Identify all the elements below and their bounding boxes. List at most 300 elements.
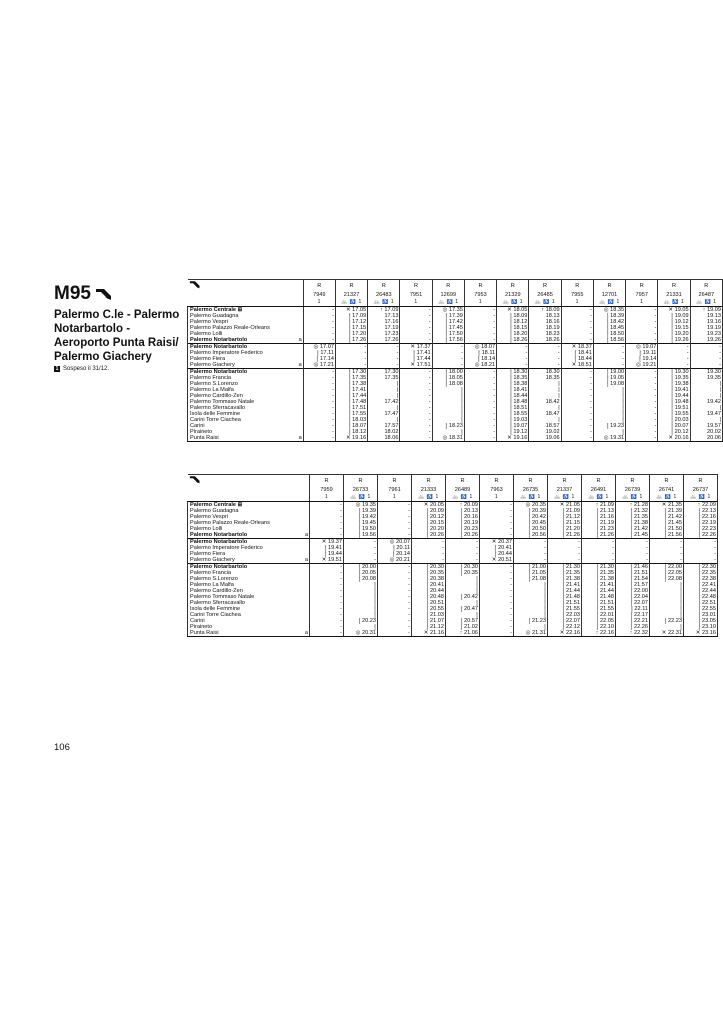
time-cell: - <box>303 381 335 387</box>
time-cell: ⸾ 22.26 <box>616 624 650 630</box>
time-cell: ⸾ 19.50 <box>344 526 378 532</box>
time-cell: ⸾ <box>432 411 464 417</box>
time-cell: ⸾ 22.03 <box>548 612 582 618</box>
time-cell: ⸾ 22.07 <box>616 600 650 606</box>
time-cell: ⸾ 22.17 <box>616 612 650 618</box>
time-cell: ⸾ 20.03 <box>658 417 690 423</box>
time-cell: ⸾ 20.39 <box>514 508 548 514</box>
time-cell: ⸾ 20.30 <box>446 564 480 571</box>
time-cell: - <box>582 539 616 546</box>
time-cell: ⸾ 21.32 <box>616 508 650 514</box>
time-cell: ⸾ 22.30 <box>684 564 718 571</box>
time-cell: | <box>690 417 722 423</box>
time-cell: ⸾ 18.14 <box>464 356 496 362</box>
station-label: Carini <box>190 618 205 624</box>
station-label: Palermo Notarbartolo <box>190 344 248 350</box>
time-cell: ◎ 20.07 <box>378 539 412 546</box>
train-cat: R <box>412 475 446 488</box>
time-cell: - <box>378 564 412 571</box>
time-cell: - <box>480 594 514 600</box>
time-cell: ⸾ 19.55 <box>658 411 690 417</box>
station-label: Palermo Francia <box>190 570 232 576</box>
train-num: 26483 <box>368 292 400 299</box>
train-icons: 🚲 ♿ 1 <box>658 299 690 307</box>
time-cell: - <box>514 551 548 557</box>
time-cell: - <box>303 375 335 381</box>
time-cell: ⸾ <box>344 624 378 630</box>
time-cell: ⸾ <box>514 582 548 588</box>
time-cell: ⸾ <box>344 588 378 594</box>
time-cell: ⸾ <box>514 594 548 600</box>
time-cell: - <box>378 606 412 612</box>
time-cell: ⸾ 18.15 <box>497 325 529 331</box>
time-cell: ⸾ 22.01 <box>582 612 616 618</box>
time-cell: ↑ 20.09 <box>446 502 480 509</box>
time-cell: ⸾ <box>593 429 625 435</box>
time-cell: ⸾ 19.51 <box>658 405 690 411</box>
time-cell: ◎ 18.21 <box>464 362 496 369</box>
time-cell: ⸾ <box>514 588 548 594</box>
time-cell: ⸾ 21.20 <box>548 526 582 532</box>
time-cell: - <box>658 344 690 351</box>
train-cat: R <box>690 280 722 293</box>
station-label: Palermo Sferracavallo <box>190 600 246 606</box>
time-cell: ⸾ 20.23 <box>446 526 480 532</box>
station-label: Palermo Cardillo-Zen <box>190 393 243 399</box>
time-cell: | <box>690 393 722 399</box>
time-cell: ↑ 21.28 <box>616 502 650 509</box>
time-cell: - <box>626 411 658 417</box>
time-cell: ⸾ 21.07 <box>412 618 446 624</box>
time-cell: ⸾ 18.09 <box>497 313 529 319</box>
time-cell: ⸾ 18.11 <box>464 350 496 356</box>
time-cell: ✕ 18.51 <box>561 362 593 369</box>
time-cell: - <box>464 381 496 387</box>
time-cell: ⸾ 18.38 <box>497 381 529 387</box>
time-cell: ⸾ 18.55 <box>497 411 529 417</box>
train-num: 7955 <box>561 292 593 299</box>
time-cell: | <box>529 393 561 399</box>
time-cell: - <box>561 387 593 393</box>
time-cell: - <box>626 393 658 399</box>
station-label: Piraineto <box>190 429 213 435</box>
time-cell: - <box>561 369 593 376</box>
time-cell: ⸾ 21.44 <box>548 588 582 594</box>
time-cell: - <box>561 337 593 344</box>
train-num: 26487 <box>690 292 722 299</box>
time-cell: ⸾ 21.15 <box>548 520 582 526</box>
time-cell: ⸾ 20.23 <box>344 618 378 624</box>
time-cell: - <box>690 356 722 362</box>
time-cell: ⸾ 22.00 <box>616 588 650 594</box>
time-cell: 19.13 <box>690 313 722 319</box>
time-cell: ⸾ 20.55 <box>412 606 446 612</box>
time-cell: - <box>464 405 496 411</box>
time-cell: - <box>303 331 335 337</box>
time-cell: ⸾ 22.51 <box>684 600 718 606</box>
train-header-cat <box>188 280 723 293</box>
time-cell: - <box>626 387 658 393</box>
time-cell: ⸾ 20.15 <box>412 520 446 526</box>
train-cat: R <box>582 475 616 488</box>
station-label: Palermo Giachery <box>190 557 235 563</box>
time-cell: ⸾ 17.44 <box>335 393 367 399</box>
time-cell: - <box>529 362 561 369</box>
time-cell: - <box>446 539 480 546</box>
time-cell: ⸾ 20.35 <box>446 570 480 576</box>
time-cell: ⸾ 21.39 <box>650 508 684 514</box>
time-cell: - <box>378 612 412 618</box>
train-direction-icon <box>95 287 113 301</box>
time-cell: ⸾ 17.39 <box>432 313 464 319</box>
time-cell: | <box>368 417 400 423</box>
time-cell: ⸾ <box>432 399 464 405</box>
train-cat: R <box>378 475 412 488</box>
time-cell: ⸾ <box>650 606 684 612</box>
table-row <box>188 630 718 637</box>
train-num: 7949 <box>303 292 335 299</box>
time-cell: - <box>514 545 548 551</box>
time-cell: - <box>658 350 690 356</box>
time-cell: - <box>616 557 650 564</box>
time-cell: - <box>412 557 446 564</box>
station-label: Palermo Cardillo-Zen <box>190 588 243 594</box>
train-cat: R <box>303 280 335 293</box>
time-cell: - <box>344 551 378 557</box>
time-cell: ⸾ <box>432 393 464 399</box>
time-cell: ⸾ 19.41 <box>310 545 344 551</box>
time-cell: ⸾ 20.26 <box>446 532 480 539</box>
time-cell: ⸾ 21.51 <box>548 600 582 606</box>
time-cell: - <box>378 570 412 576</box>
time-cell: ⸾ 19.26 <box>658 337 690 344</box>
time-cell: - <box>650 551 684 557</box>
train-num: 26735 <box>514 487 548 494</box>
train-cat: R <box>400 280 432 293</box>
header-spacer <box>188 299 304 307</box>
time-cell: - <box>561 417 593 423</box>
station-label: Palermo Palazzo Reale-Orleans <box>190 520 270 526</box>
time-cell: 17.30 <box>368 369 400 376</box>
time-cell: - <box>400 411 432 417</box>
train-cat: R <box>497 280 529 293</box>
time-cell: ◎ 18.35 <box>593 307 625 314</box>
time-cell: ⸾ 20.12 <box>658 429 690 435</box>
time-cell: - <box>400 331 432 337</box>
timetable-1 <box>187 279 723 442</box>
time-cell: ⸾ 21.46 <box>616 564 650 571</box>
time-cell: ⸾ 17.44 <box>400 356 432 362</box>
time-cell: ⸾ <box>650 582 684 588</box>
time-cell: ⸾ 22.38 <box>684 576 718 582</box>
time-cell: - <box>626 307 658 314</box>
time-cell: ⸾ 20.38 <box>412 576 446 582</box>
time-cell: ⸾ <box>514 624 548 630</box>
time-cell: - <box>464 337 496 344</box>
time-cell: - <box>310 526 344 532</box>
time-cell: - <box>464 411 496 417</box>
time-cell: - <box>626 337 658 344</box>
time-cell: ⸾ <box>650 624 684 630</box>
time-cell: - <box>464 417 496 423</box>
time-cell: ⸾ 17.26 <box>335 337 367 344</box>
station-label: Palermo La Malfa <box>190 582 234 588</box>
time-cell: ◎ 19.35 <box>344 502 378 509</box>
time-cell: ⸾ 21.42 <box>616 526 650 532</box>
time-cell: ⸾ 22.55 <box>684 606 718 612</box>
time-cell: | <box>529 387 561 393</box>
time-cell: - <box>378 600 412 606</box>
train-header-icons <box>188 494 718 502</box>
time-cell: - <box>480 502 514 509</box>
time-cell: - <box>497 362 529 369</box>
time-cell: - <box>400 319 432 325</box>
time-cell: ✕ 22.16 <box>548 630 582 637</box>
station-name <box>188 435 304 442</box>
time-cell: ↑ 22.32 <box>616 630 650 637</box>
time-cell: 17.26 <box>368 337 400 344</box>
time-cell: - <box>561 435 593 442</box>
train-num: 26489 <box>446 487 480 494</box>
time-cell: ⸾ 19.41 <box>658 387 690 393</box>
time-cell: ⸾ 21.54 <box>616 576 650 582</box>
station-label: Palermo Notarbartolo <box>190 369 248 375</box>
time-cell: - <box>616 551 650 557</box>
time-cell: - <box>626 435 658 442</box>
time-cell: - <box>303 369 335 376</box>
time-cell: 19.06 <box>529 435 561 442</box>
time-cell: ⸾ 18.07 <box>335 423 367 429</box>
time-cell: ⸾ 17.38 <box>335 381 367 387</box>
time-cell: - <box>480 606 514 612</box>
table-row <box>188 435 723 442</box>
time-cell: - <box>378 594 412 600</box>
time-cell: - <box>480 576 514 582</box>
time-cell: - <box>303 393 335 399</box>
time-cell: ⸾ 19.42 <box>344 514 378 520</box>
time-cell: - <box>344 557 378 564</box>
time-cell: - <box>561 319 593 325</box>
time-cell: - <box>335 350 367 356</box>
time-cell: - <box>378 532 412 539</box>
time-cell: 18.23 <box>529 331 561 337</box>
route-header <box>54 283 186 372</box>
train-header-num <box>188 292 723 299</box>
time-cell: - <box>303 417 335 423</box>
time-cell: - <box>514 557 548 564</box>
time-cell: 20.02 <box>690 429 722 435</box>
time-cell: - <box>464 319 496 325</box>
time-cell: ⸾ 20.44 <box>480 551 514 557</box>
time-cell: - <box>335 344 367 351</box>
time-cell: - <box>658 362 690 369</box>
station-label: Palermo S.Lorenzo <box>190 381 238 387</box>
time-cell: ⸾ 21.41 <box>548 582 582 588</box>
time-cell: ⸾ 22.04 <box>616 594 650 600</box>
time-cell: - <box>626 399 658 405</box>
time-cell: ⸾ 19.44 <box>310 551 344 557</box>
time-cell: ⸾ 22.00 <box>650 564 684 571</box>
time-cell: ✕ 19.16 <box>497 435 529 442</box>
time-cell: - <box>529 356 561 362</box>
time-cell: - <box>432 344 464 351</box>
station-label: Carini <box>190 423 205 429</box>
time-cell: 17.13 <box>368 313 400 319</box>
time-cell: ⸾ <box>432 387 464 393</box>
time-cell: ⸾ 22.12 <box>548 624 582 630</box>
train-icons: 🚲 ♿ 1 <box>650 494 684 502</box>
time-cell: ⸾ 22.23 <box>684 526 718 532</box>
time-cell: - <box>412 545 446 551</box>
train-cat: R <box>310 475 344 488</box>
time-cell: ✕ 20.37 <box>480 539 514 546</box>
time-cell: ⸾ 18.12 <box>497 319 529 325</box>
train-cat: R <box>593 280 625 293</box>
time-cell: ⸾ 21.45 <box>650 520 684 526</box>
train-cat: R <box>335 280 367 293</box>
time-cell: ⸾ <box>446 612 480 618</box>
time-cell: - <box>335 356 367 362</box>
time-cell: ⸾ 19.12 <box>497 429 529 435</box>
time-cell: - <box>480 508 514 514</box>
time-cell: ⸾ 21.44 <box>582 588 616 594</box>
time-cell: ⸾ 20.51 <box>412 600 446 606</box>
time-cell: - <box>464 423 496 429</box>
time-cell: - <box>593 362 625 369</box>
time-cell: ⸾ 22.23 <box>650 618 684 624</box>
time-cell: 18.42 <box>529 399 561 405</box>
time-cell: ⸾ 17.11 <box>303 350 335 356</box>
time-cell: - <box>310 618 344 624</box>
footnote-marker: 1 <box>55 366 59 372</box>
time-cell: - <box>593 350 625 356</box>
time-cell: ⸾ 17.48 <box>335 399 367 405</box>
header-spacer <box>188 292 304 299</box>
train-icons: 🚲 ♿ 1 <box>514 494 548 502</box>
arrival-marker: a <box>304 630 308 636</box>
time-cell: ⸾ 19.35 <box>658 375 690 381</box>
time-cell: ⸾ 20.19 <box>446 520 480 526</box>
time-cell: - <box>378 624 412 630</box>
station-label: Palermo Notarbartolo <box>190 564 248 570</box>
time-cell: ⸾ 22.26 <box>684 532 718 539</box>
time-cell: ⸾ 21.48 <box>548 594 582 600</box>
time-cell: ⸾ <box>514 606 548 612</box>
time-cell: ◎ 21.31 <box>514 630 548 637</box>
time-cell: ◎ 20.35 <box>514 502 548 509</box>
time-cell: - <box>497 344 529 351</box>
time-cell: - <box>303 405 335 411</box>
time-cell: 20.06 <box>690 435 722 442</box>
time-cell: ✕ 20.51 <box>480 557 514 564</box>
train-icons: 🚲 ♿ 1 <box>529 299 561 307</box>
time-cell: - <box>400 337 432 344</box>
time-cell: ⸾ <box>432 417 464 423</box>
time-cell: ⸾ 17.15 <box>335 325 367 331</box>
time-cell: ⸾ 20.14 <box>378 551 412 557</box>
time-cell: - <box>310 606 344 612</box>
time-cell: - <box>561 331 593 337</box>
train-header-cat <box>188 475 718 488</box>
station-name <box>188 630 310 637</box>
time-cell: ✕ 21.16 <box>412 630 446 637</box>
time-cell: - <box>561 405 593 411</box>
train-icons: 1 <box>303 299 335 307</box>
station-label: Palermo Imperatore Federico <box>190 545 263 551</box>
time-cell: - <box>400 429 432 435</box>
time-cell: - <box>303 429 335 435</box>
time-cell: ⸾ 19.09 <box>658 313 690 319</box>
time-cell: | <box>690 381 722 387</box>
time-cell: - <box>582 551 616 557</box>
time-cell: ⸾ 21.02 <box>446 624 480 630</box>
time-cell: - <box>464 331 496 337</box>
time-cell: ⸾ <box>650 588 684 594</box>
time-cell: ⸾ 22.41 <box>684 582 718 588</box>
train-num: 7963 <box>480 487 514 494</box>
time-cell: - <box>582 545 616 551</box>
time-cell: ⸾ 21.38 <box>616 520 650 526</box>
time-cell: ⸾ 21.57 <box>616 582 650 588</box>
train-icons: 1 <box>464 299 496 307</box>
time-cell: 18.13 <box>529 313 561 319</box>
time-cell: - <box>378 582 412 588</box>
train-num: 21329 <box>497 292 529 299</box>
time-cell: ◎ 17.35 <box>432 307 464 314</box>
time-cell: - <box>400 405 432 411</box>
station-mark-icon: ⊞ <box>237 307 243 313</box>
train-num: 26485 <box>529 292 561 299</box>
time-cell: ⸾ 21.19 <box>582 520 616 526</box>
arrival-marker: a <box>298 362 302 368</box>
time-cell: - <box>303 423 335 429</box>
time-cell: ⸾ 18.30 <box>497 369 529 376</box>
time-cell: ⸾ 19.03 <box>497 417 529 423</box>
train-icons: 1 <box>400 299 432 307</box>
time-cell: 18.30 <box>529 369 561 376</box>
time-cell: - <box>548 545 582 551</box>
time-cell: ⸾ 23.05 <box>684 618 718 624</box>
time-cell: ✕ 18.37 <box>561 344 593 351</box>
time-cell: ✕ 21.05 <box>548 502 582 509</box>
time-cell: ⸾ <box>432 429 464 435</box>
time-cell: ⸾ 21.23 <box>514 618 548 624</box>
time-cell: ⸾ 21.13 <box>582 508 616 514</box>
arrival-marker: a <box>304 557 308 563</box>
time-cell: - <box>548 539 582 546</box>
train-icons: 🚲 ♿ 1 <box>335 299 367 307</box>
arrival-marker: a <box>298 337 302 343</box>
time-cell: - <box>310 600 344 606</box>
time-cell: ⸾ 18.56 <box>593 337 625 344</box>
time-cell: - <box>464 307 496 314</box>
train-cat: R <box>432 280 464 293</box>
time-cell: ⸾ 22.11 <box>616 606 650 612</box>
time-cell: | <box>368 405 400 411</box>
time-cell: - <box>464 369 496 376</box>
time-cell: - <box>400 423 432 429</box>
time-cell: 19.19 <box>690 325 722 331</box>
time-cell: 17.47 <box>368 411 400 417</box>
time-cell: - <box>432 350 464 356</box>
train-icons: 1 <box>378 494 412 502</box>
time-cell: ⸾ 21.30 <box>582 564 616 571</box>
time-cell: ⸾ 19.11 <box>626 350 658 356</box>
train-icons: 🚲 ♿ 1 <box>412 494 446 502</box>
time-cell: ⸾ 19.14 <box>626 356 658 362</box>
time-cell: ⸾ 21.56 <box>650 532 684 539</box>
time-cell: - <box>464 393 496 399</box>
